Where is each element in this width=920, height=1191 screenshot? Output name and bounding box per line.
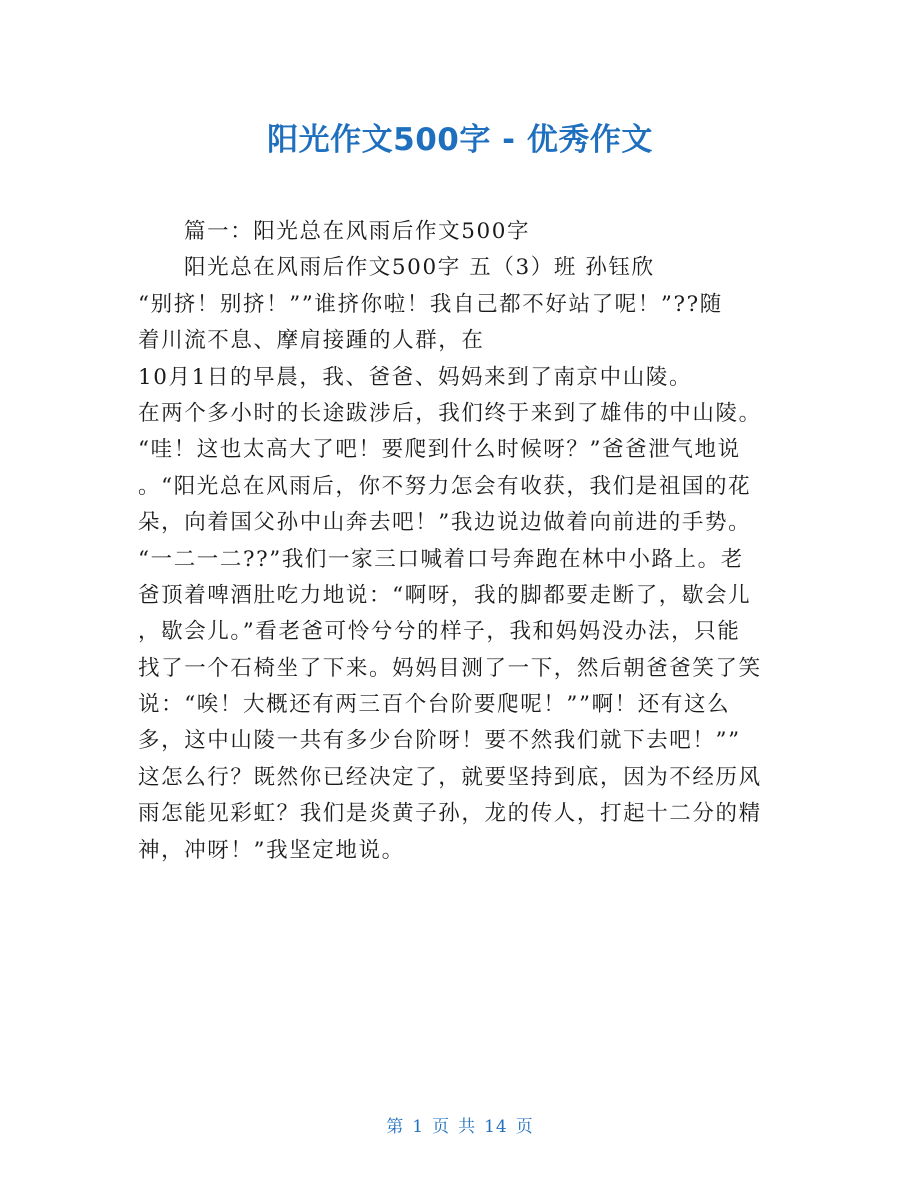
- section-heading: 篇一：阳光总在风雨后作文500字: [184, 219, 531, 244]
- footer-word: 第: [386, 1117, 405, 1137]
- text-line: ，歇会儿。”看老爸可怜兮兮的样子，我和妈妈没办法，只能: [138, 619, 741, 645]
- document-title: 阳光作文500字 - 优秀作文: [267, 122, 653, 158]
- document-body: [138, 214, 786, 869]
- total-pages: 14: [484, 1117, 508, 1137]
- text-line: “一二一二??”我们一家三口喊着口号奔跑在林中小路上。老: [138, 546, 744, 572]
- text-line: 雨怎能见彩虹？我们是炎黄子孙，龙的传人，打起十二分的精: [138, 801, 762, 827]
- text-line: 找了一个石椅坐了下来。妈妈目测了一下，然后朝爸爸笑了笑: [138, 655, 762, 681]
- text-line: 10月1日的早晨，我、爸爸、妈妈来到了南京中山陵。: [138, 364, 693, 390]
- footer-word: 页: [432, 1117, 451, 1137]
- text-line: 说：“唉！大概还有两三百个台阶要爬呢！””啊！还有这么: [138, 692, 731, 718]
- text-line: 。“阳光总在风雨后，你不努力怎会有收获，我们是祖国的花: [138, 473, 752, 499]
- text-line: “哇！这也太高大了吧！要爬到什么时候呀？”爸爸泄气地说: [138, 437, 741, 463]
- page-number: 1: [412, 1117, 425, 1137]
- text-line: 在两个多小时的长途跋涉后，我们终于来到了雄伟的中山陵。: [138, 400, 762, 426]
- footer-word: 共: [458, 1117, 477, 1137]
- essay-byline: 阳光总在风雨后作文500字 五（3）班 孙钰欣: [184, 255, 655, 281]
- text-line: 朵，向着国父孙中山奔去吧！”我边说边做着向前进的手势。: [138, 510, 752, 536]
- text-line: “别挤！别挤！””谁挤你啦！我自己都不好站了呢！”??随: [138, 291, 723, 317]
- text-line: 神，冲呀！”我坚定地说。: [138, 837, 405, 863]
- text-line: 多，这中山陵一共有多少台阶呀！要不然我们就下去吧！””: [138, 728, 741, 754]
- page-footer: [0, 1112, 920, 1137]
- text-line: 这怎么行？既然你已经决定了，就要坚持到底，因为不经历风: [138, 764, 762, 790]
- text-line: 爸顶着啤酒肚吃力地说：“啊呀，我的脚都要走断了，歇会儿: [138, 582, 752, 608]
- text-line: 着川流不息、摩肩接踵的人群，在: [138, 328, 485, 354]
- footer-word: 页: [515, 1117, 534, 1137]
